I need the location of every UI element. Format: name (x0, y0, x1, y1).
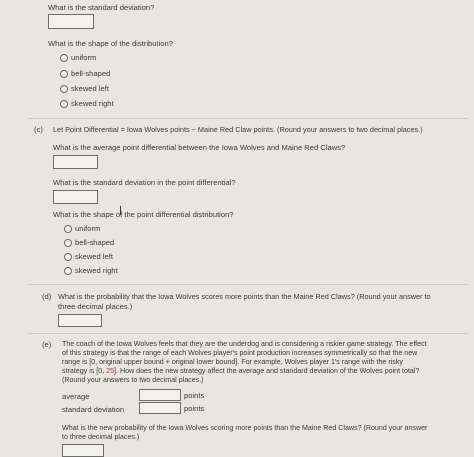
std-dev-question: What is the standard deviation? (48, 3, 155, 12)
option-label: uniform (71, 53, 97, 62)
section-e-line: of this strategy is that the range of each Wolves player's point production increases symmetrically so that the new (62, 349, 418, 357)
section-c-label: (c) (34, 125, 43, 134)
section-e-label: (e) (42, 340, 52, 349)
avg-diff-input[interactable] (53, 155, 98, 169)
new-probability-input[interactable] (62, 444, 104, 457)
divider (28, 118, 468, 119)
option-label: skewed left (75, 252, 113, 261)
std-label: standard deviation (62, 405, 125, 414)
radio-uniform[interactable] (64, 225, 72, 233)
text: strategy is [0, (62, 367, 107, 375)
section-e-line (62, 367, 419, 375)
new-prob-question: What is the new probability of the Iowa Wolves scoring more points than the Maine Red Claws? (Round your answer (62, 424, 428, 432)
section-e-line: range is [0, original upper bound + original lower bound]. For example, Wolves player 1's range with the risky (62, 358, 403, 366)
section-e-line: (Round your answers to two decimal places.) (62, 376, 204, 384)
highlight-value: 25 (106, 367, 115, 375)
option-label: skewed right (75, 266, 118, 275)
divider (28, 333, 468, 334)
average-label: average (62, 392, 90, 401)
probability-input[interactable] (58, 314, 102, 327)
text-cursor-icon (120, 206, 122, 215)
radio-skewed-left[interactable] (60, 85, 68, 93)
section-e-line: The coach of the Iowa Wolves feels that they are the underdog and is considering a riskier game strategy. The effect (62, 340, 427, 348)
section-d-prompt-cont: three decimal places.) (58, 302, 133, 311)
radio-bell-shaped[interactable] (60, 70, 68, 78)
section-c-prompt: Let Point Differential = Iowa Wolves points − Maine Red Claw points. (Round your answers to two decimal places.) (53, 125, 423, 134)
option-label: skewed left (71, 84, 109, 93)
points-unit: points (184, 404, 205, 413)
shape-question: What is the shape of the distribution? (48, 39, 173, 48)
radio-skewed-right[interactable] (60, 100, 68, 108)
radio-bell-shaped[interactable] (64, 239, 72, 247)
radio-uniform[interactable] (60, 54, 68, 62)
std-input[interactable] (139, 402, 181, 414)
radio-skewed-right[interactable] (64, 267, 72, 275)
points-unit: points (184, 391, 205, 400)
std-diff-question: What is the standard deviation in the point differential? (53, 178, 236, 187)
option-label: bell-shaped (75, 238, 115, 247)
section-d-label: (d) (42, 292, 52, 301)
avg-diff-question: What is the average point differential between the Iowa Wolves and Maine Red Claws? (53, 143, 346, 152)
std-dev-input[interactable] (48, 14, 94, 29)
option-label: bell-shaped (71, 69, 111, 78)
diff-shape-question: What is the shape of the point differential distribution? (53, 210, 234, 219)
new-prob-question-cont: to three decimal places.) (62, 433, 140, 441)
average-input[interactable] (139, 389, 181, 401)
std-diff-input[interactable] (53, 190, 98, 204)
divider (28, 284, 468, 285)
radio-skewed-left[interactable] (64, 253, 72, 261)
section-d-prompt: What is the probability that the Iowa Wolves scores more points than the Maine Red Claws? (Round your answer to (58, 292, 431, 301)
option-label: uniform (75, 224, 101, 233)
option-label: skewed right (71, 99, 114, 108)
text: ]. How does the new strategy affect the average and standard deviation of the Wolves point total? (114, 367, 420, 375)
